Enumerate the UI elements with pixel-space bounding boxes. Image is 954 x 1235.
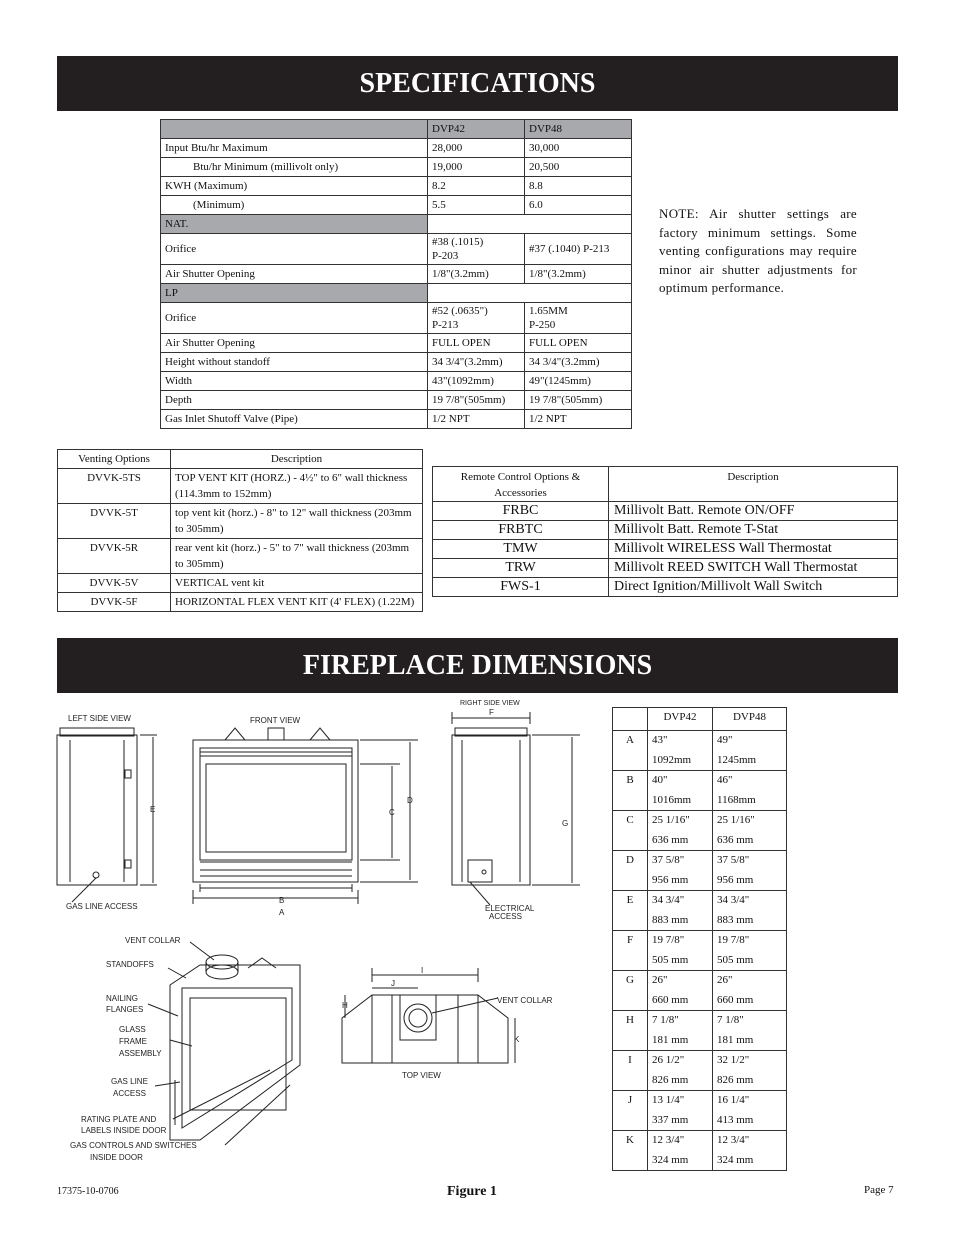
left-side-view-drawing bbox=[57, 728, 157, 902]
venting-header-cell: Description bbox=[171, 450, 423, 469]
spec-cell: Width bbox=[161, 372, 428, 391]
standoffs-label: STANDOFFS bbox=[106, 960, 154, 969]
dimensions-cell: 34 3/4" 883 mm bbox=[648, 891, 713, 931]
dimensions-cell: J bbox=[613, 1091, 648, 1131]
venting-cell: DVVK-5F bbox=[58, 593, 171, 612]
dim-letter-f: F bbox=[489, 708, 494, 717]
spec-cell: 1/8"(3.2mm) bbox=[428, 265, 525, 284]
dimensions-cell: 19 7/8" 505 mm bbox=[648, 931, 713, 971]
spec-cell: 1.65MM P-250 bbox=[525, 303, 632, 334]
dimensions-cell: 12 3/4" 324 mm bbox=[713, 1131, 787, 1171]
spec-cell: 30,000 bbox=[525, 139, 632, 158]
dimensions-header-cell: DVP48 bbox=[713, 708, 787, 731]
dim-letter-k: K bbox=[514, 1035, 520, 1044]
spec-cell: 1/2 NPT bbox=[525, 410, 632, 429]
dimensions-header-row bbox=[613, 708, 787, 731]
spec-cell: Orifice bbox=[161, 234, 428, 265]
spec-cell: 1/2 NPT bbox=[428, 410, 525, 429]
dimensions-row bbox=[613, 1131, 787, 1171]
spec-cell: Btu/hr Minimum (millivolt only) bbox=[161, 158, 428, 177]
spec-cell: 20,500 bbox=[525, 158, 632, 177]
spec-cell: 6.0 bbox=[525, 196, 632, 215]
dim-letter-i: I bbox=[421, 966, 424, 975]
dimensions-cell: H bbox=[613, 1011, 648, 1051]
gas-controls-label: GAS CONTROLS AND SWITCHES bbox=[70, 1141, 197, 1150]
dimensions-row bbox=[613, 931, 787, 971]
spec-cell: Depth bbox=[161, 391, 428, 410]
glass-label: GLASS bbox=[119, 1025, 146, 1034]
venting-cell: VERTICAL vent kit bbox=[171, 574, 423, 593]
dim-letter-a: A bbox=[279, 908, 285, 917]
dim-letter-h: H bbox=[342, 1001, 348, 1010]
dimensions-cell: 13 1/4" 337 mm bbox=[648, 1091, 713, 1131]
spec-cell: 19,000 bbox=[428, 158, 525, 177]
spec-cell: 1/8"(3.2mm) bbox=[525, 265, 632, 284]
spec-cell: (Minimum) bbox=[161, 196, 428, 215]
fireplace-dimensions-title: FIREPLACE DIMENSIONS bbox=[57, 638, 898, 693]
dimensions-cell: G bbox=[613, 971, 648, 1011]
dimensions-cell: A bbox=[613, 731, 648, 771]
dimensions-cell: 26" 660 mm bbox=[648, 971, 713, 1011]
dimensions-cell: 37 5/8" 956 mm bbox=[713, 851, 787, 891]
venting-header-cell: Venting Options bbox=[58, 450, 171, 469]
spec-cell: #38 (.1015) P-203 bbox=[428, 234, 525, 265]
dimensions-cell: 40" 1016mm bbox=[648, 771, 713, 811]
dim-letter-j: J bbox=[391, 979, 395, 988]
top-view-label: TOP VIEW bbox=[402, 1071, 441, 1080]
spec-cell: 5.5 bbox=[428, 196, 525, 215]
remote-cell: FWS-1 bbox=[433, 578, 609, 597]
rating-plate-label: RATING PLATE AND bbox=[81, 1115, 157, 1124]
dimensions-row bbox=[613, 851, 787, 891]
spec-cell: Input Btu/hr Maximum bbox=[161, 139, 428, 158]
dimensions-cell: 32 1/2" 826 mm bbox=[713, 1051, 787, 1091]
venting-cell: top vent kit (horz.) - 8" to 12" wall thickness (203mm to 305mm) bbox=[171, 504, 423, 539]
spec-cell: 34 3/4"(3.2mm) bbox=[428, 353, 525, 372]
remote-cell: TMW bbox=[433, 540, 609, 559]
dim-letter-c: C bbox=[389, 808, 395, 817]
dimensions-cell: B bbox=[613, 771, 648, 811]
perspective-view-drawing bbox=[148, 942, 300, 1145]
figure-caption: Figure 1 bbox=[447, 1184, 497, 1199]
top-view-drawing bbox=[342, 968, 515, 1063]
inside-door-label: INSIDE DOOR bbox=[90, 1153, 143, 1162]
venting-cell: DVVK-5V bbox=[58, 574, 171, 593]
spec-cell: #37 (.1040) P-213 bbox=[525, 234, 632, 265]
dimensions-row bbox=[613, 771, 787, 811]
nailing-label: NAILING bbox=[106, 994, 139, 1003]
spec-section-cell: LP bbox=[161, 284, 428, 303]
dimensions-cell: F bbox=[613, 931, 648, 971]
frame-label: FRAME bbox=[119, 1037, 147, 1046]
dimensions-cell: 12 3/4" 324 mm bbox=[648, 1131, 713, 1171]
flanges-label: FLANGES bbox=[106, 1005, 144, 1014]
remote-header-cell: Description bbox=[609, 467, 898, 502]
dimensions-cell: 7 1/8" 181 mm bbox=[648, 1011, 713, 1051]
dimensions-cell: 34 3/4" 883 mm bbox=[713, 891, 787, 931]
right-side-view-drawing bbox=[452, 712, 580, 905]
spec-cell: 19 7/8"(505mm) bbox=[428, 391, 525, 410]
remote-cell: Direct Ignition/Millivolt Wall Switch bbox=[609, 578, 898, 597]
gas-line-label: GAS LINE bbox=[111, 1077, 148, 1086]
dimensions-cell: 16 1/4" 413 mm bbox=[713, 1091, 787, 1131]
dimensions-row bbox=[613, 891, 787, 931]
dimensions-cell: C bbox=[613, 811, 648, 851]
dim-letter-b: B bbox=[279, 896, 285, 905]
spec-cell: Height without standoff bbox=[161, 353, 428, 372]
spec-cell: FULL OPEN bbox=[525, 334, 632, 353]
remote-cell: TRW bbox=[433, 559, 609, 578]
dimensions-cell: 26 1/2" 826 mm bbox=[648, 1051, 713, 1091]
dimensions-row bbox=[613, 731, 787, 771]
dimensions-cell: E bbox=[613, 891, 648, 931]
dimensions-row bbox=[613, 1051, 787, 1091]
dimensions-cell: 26" 660 mm bbox=[713, 971, 787, 1011]
spec-cell: 8.2 bbox=[428, 177, 525, 196]
dimensions-cell: 37 5/8" 956 mm bbox=[648, 851, 713, 891]
labels-inside-door-label: LABELS INSIDE DOOR bbox=[81, 1126, 167, 1135]
top-view-vent-collar-label: VENT COLLAR bbox=[497, 996, 553, 1005]
front-view-drawing bbox=[193, 728, 418, 904]
venting-cell: rear vent kit (horz.) - 5" to 7" wall thickness (203mm to 305mm) bbox=[171, 539, 423, 574]
front-view-label: FRONT VIEW bbox=[250, 716, 301, 725]
left-side-view-label: LEFT SIDE VIEW bbox=[68, 714, 131, 723]
dimensions-cell: 46" 1168mm bbox=[713, 771, 787, 811]
dimensions-cell: 49" 1245mm bbox=[713, 731, 787, 771]
spec-header-cell: DVP48 bbox=[525, 120, 632, 139]
right-side-view-label: RIGHT SIDE VIEW bbox=[460, 700, 520, 707]
dimensions-row bbox=[613, 1091, 787, 1131]
page-number: Page 7 bbox=[864, 1184, 894, 1196]
venting-cell: DVVK-5TS bbox=[58, 469, 171, 504]
remote-cell: Millivolt REED SWITCH Wall Thermostat bbox=[609, 559, 898, 578]
dim-letter-d: D bbox=[407, 796, 413, 805]
dimensions-cell: D bbox=[613, 851, 648, 891]
spec-section-cell: NAT. bbox=[161, 215, 428, 234]
spec-cell: Gas Inlet Shutoff Valve (Pipe) bbox=[161, 410, 428, 429]
vent-collar-label: VENT COLLAR bbox=[125, 936, 181, 945]
dimensions-cell: 25 1/16" 636 mm bbox=[648, 811, 713, 851]
gas-line-access2-label: ACCESS bbox=[113, 1089, 146, 1098]
gas-line-access-label: GAS LINE ACCESS bbox=[66, 902, 138, 911]
dimensions-cell: 19 7/8" 505 mm bbox=[713, 931, 787, 971]
remote-header-cell: Remote Control Options & Accessories bbox=[433, 467, 609, 502]
dimensions-row bbox=[613, 811, 787, 851]
spec-header-cell: DVP42 bbox=[428, 120, 525, 139]
venting-cell: HORIZONTAL FLEX VENT KIT (4' FLEX) (1.22M) bbox=[171, 593, 423, 612]
dimensions-cell: I bbox=[613, 1051, 648, 1091]
dimensions-header-cell: DVP42 bbox=[648, 708, 713, 731]
spec-cell: Orifice bbox=[161, 303, 428, 334]
venting-cell: TOP VENT KIT (HORZ.) - 4½" to 6" wall thickness (114.3mm to 152mm) bbox=[171, 469, 423, 504]
dimensions-cell: K bbox=[613, 1131, 648, 1171]
dimensions-row bbox=[613, 1011, 787, 1051]
dim-letter-g: G bbox=[562, 819, 569, 828]
dimensions-table bbox=[612, 707, 787, 1171]
dimensions-header-cell bbox=[613, 708, 648, 731]
spec-cell: FULL OPEN bbox=[428, 334, 525, 353]
electrical-label: ELECTRICAL bbox=[485, 904, 535, 913]
remote-cell: Millivolt Batt. Remote ON/OFF bbox=[609, 502, 898, 521]
remote-cell: FRBC bbox=[433, 502, 609, 521]
venting-cell: DVVK-5T bbox=[58, 504, 171, 539]
spec-cell: #52 (.0635") P-213 bbox=[428, 303, 525, 334]
assembly-label: ASSEMBLY bbox=[119, 1049, 162, 1058]
dimensions-cell: 43" 1092mm bbox=[648, 731, 713, 771]
spec-cell: 49"(1245mm) bbox=[525, 372, 632, 391]
specifications-title: SPECIFICATIONS bbox=[57, 56, 898, 111]
dim-letter-e: E bbox=[150, 805, 156, 814]
venting-cell: DVVK-5R bbox=[58, 539, 171, 574]
air-shutter-note: NOTE: Air shutter settings are factory minimum settings. Some venting configurations may require minor air shutter adjustments for optimum performance. bbox=[659, 206, 857, 295]
electrical-access-label: ACCESS bbox=[489, 912, 522, 921]
spec-cell: 28,000 bbox=[428, 139, 525, 158]
spec-cell: KWH (Maximum) bbox=[161, 177, 428, 196]
spec-cell: 34 3/4"(3.2mm) bbox=[525, 353, 632, 372]
spec-cell: Air Shutter Opening bbox=[161, 334, 428, 353]
dimensions-row bbox=[613, 971, 787, 1011]
spec-cell: 43"(1092mm) bbox=[428, 372, 525, 391]
spec-cell: 8.8 bbox=[525, 177, 632, 196]
document-number: 17375-10-0706 bbox=[57, 1186, 119, 1197]
dimensions-cell: 7 1/8" 181 mm bbox=[713, 1011, 787, 1051]
spec-cell: 19 7/8"(505mm) bbox=[525, 391, 632, 410]
remote-cell: FRBTC bbox=[433, 521, 609, 540]
dimensions-cell: 25 1/16" 636 mm bbox=[713, 811, 787, 851]
remote-cell: Millivolt WIRELESS Wall Thermostat bbox=[609, 540, 898, 559]
remote-cell: Millivolt Batt. Remote T-Stat bbox=[609, 521, 898, 540]
spec-cell: Air Shutter Opening bbox=[161, 265, 428, 284]
